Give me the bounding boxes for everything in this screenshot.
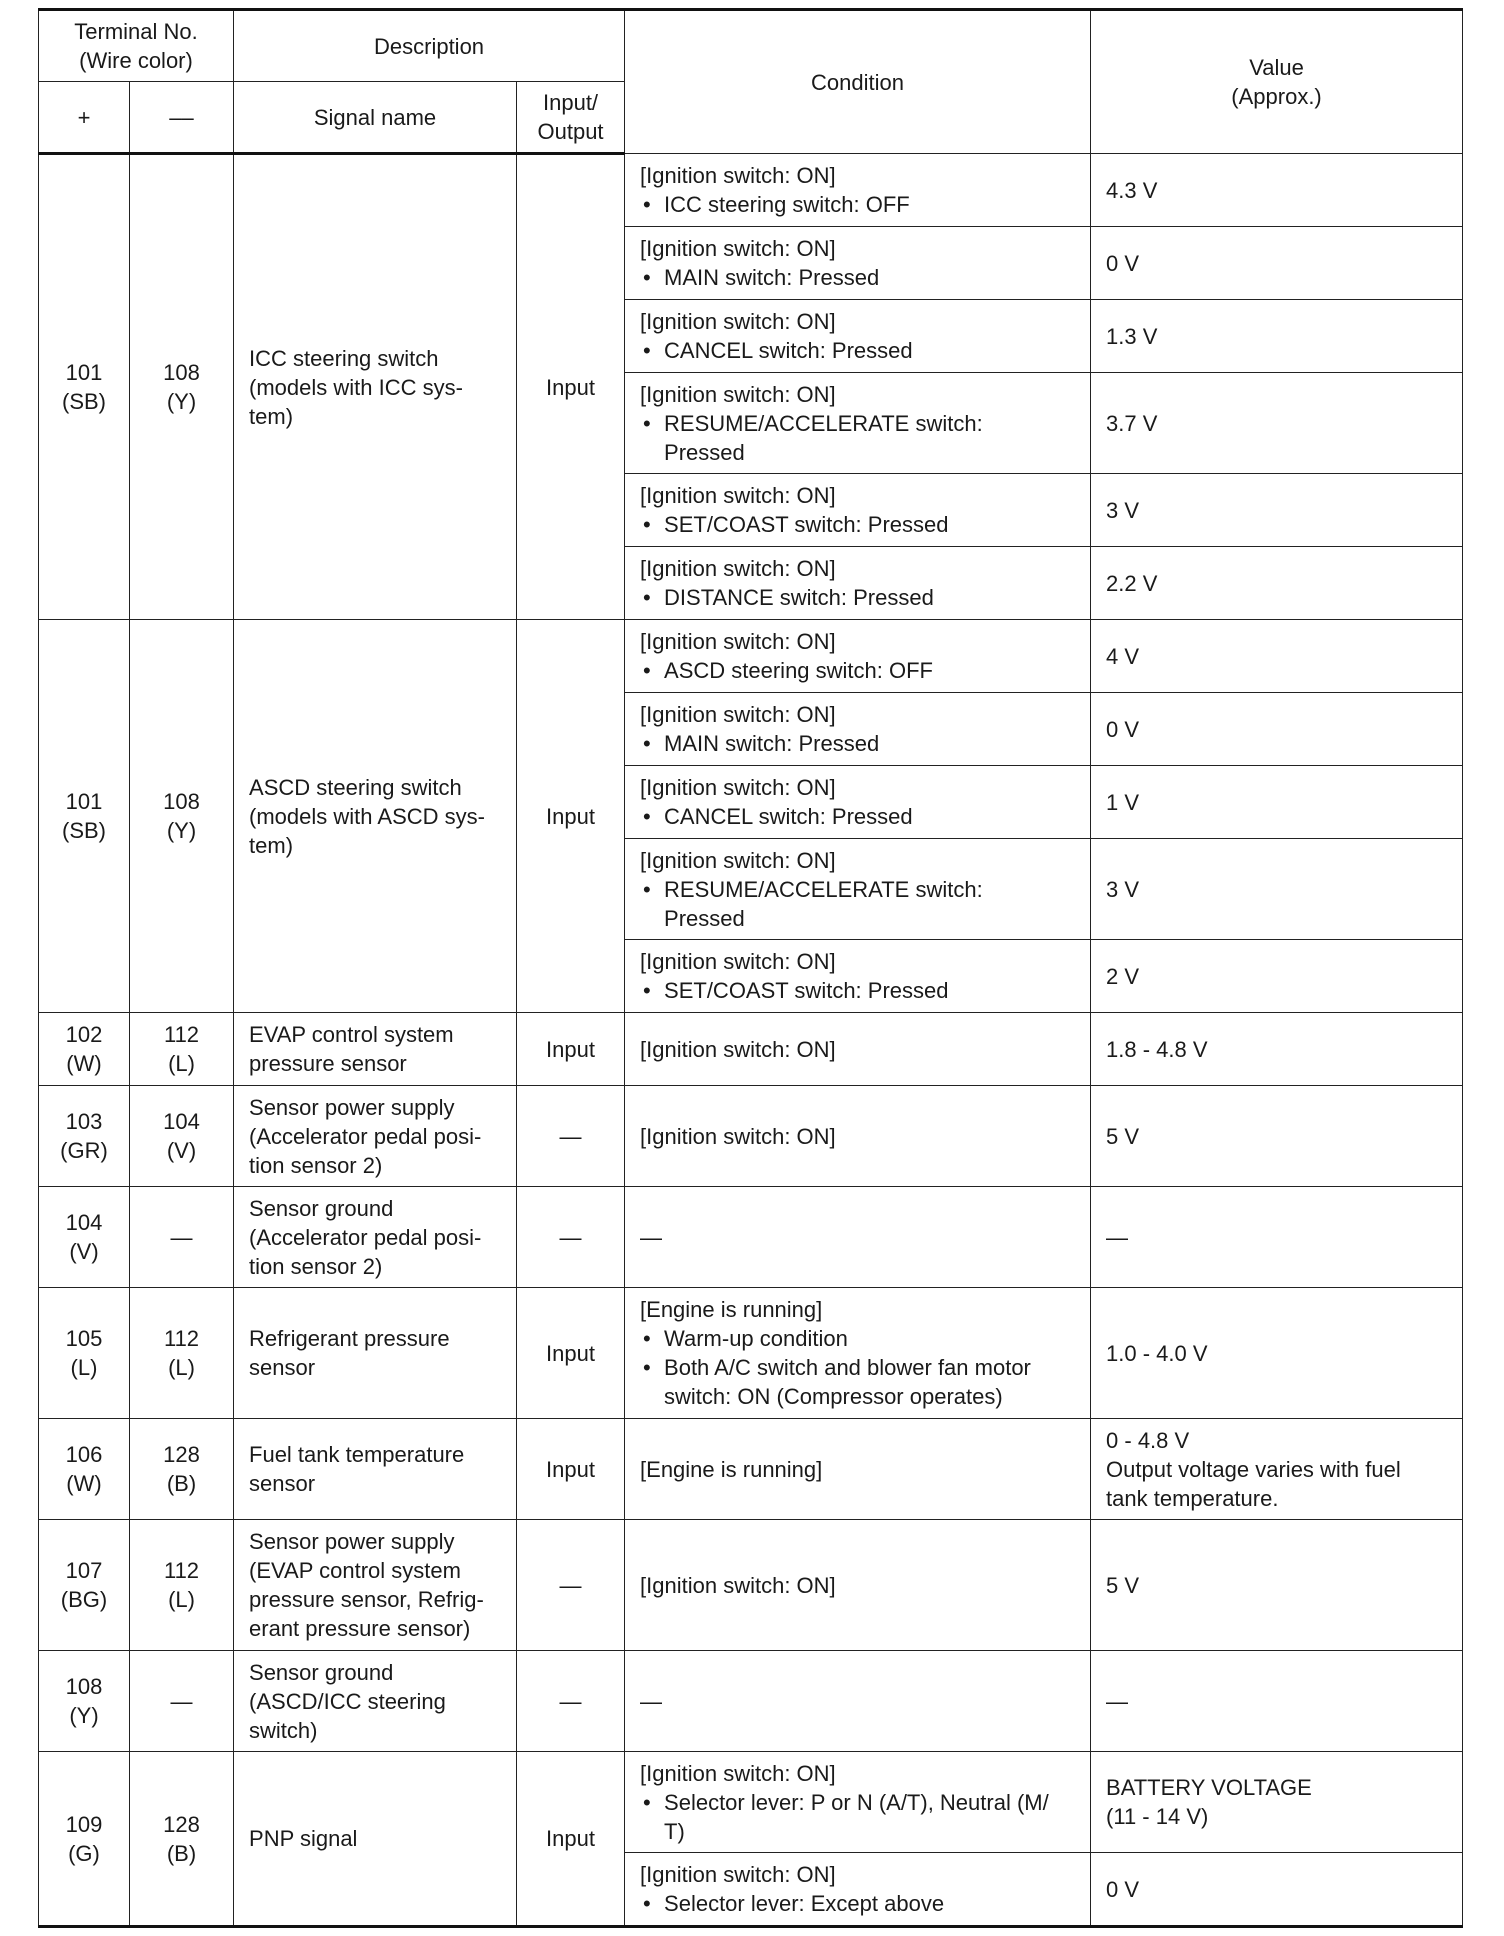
table-row <box>39 1419 1463 1520</box>
condition-cell: — <box>625 1651 1091 1752</box>
condition-bullet: • SET/COAST switch: Pressed <box>640 510 1084 539</box>
signal-line: pressure sensor, Refrig- <box>249 1587 484 1612</box>
condition-head: [Ignition switch: ON] <box>640 556 836 581</box>
plus-terminal <box>39 1651 130 1752</box>
plus-terminal <box>39 620 130 1013</box>
table-row <box>39 620 1463 693</box>
signal-line: (Accelerator pedal posi- <box>249 1123 482 1149</box>
signal-line: tem) <box>249 403 294 429</box>
signal-line: (models with ICC sys- <box>249 374 463 400</box>
condition-head: [Ignition switch: ON] <box>640 702 836 727</box>
condition-cell <box>625 940 1091 1013</box>
terminal-number: 109 <box>65 1811 103 1837</box>
condition-cell: [Ignition switch: ON] <box>625 1086 1091 1187</box>
wire-color: (B) <box>166 1840 197 1866</box>
description-header: Description <box>234 10 625 82</box>
condition-head: [Ignition switch: ON] <box>640 629 836 654</box>
minus-terminal <box>130 1752 234 1927</box>
plus-terminal <box>39 154 130 620</box>
condition-bullet: • CANCEL switch: Pressed <box>640 336 1084 365</box>
minus-terminal <box>130 1013 234 1086</box>
wire-color: (L) <box>168 1051 195 1076</box>
io-type: Input <box>517 1752 625 1927</box>
signal-name <box>234 620 517 1013</box>
condition-bullet: • SET/COAST switch: Pressed <box>640 976 1084 1005</box>
value-cell: 4.3 V <box>1091 154 1463 227</box>
io-type: — <box>517 1086 625 1187</box>
wire-color: (L) <box>168 1587 195 1612</box>
signal-name <box>234 154 517 620</box>
terminal-number: 104 <box>65 1210 103 1235</box>
signal-line: ASCD steering switch <box>249 774 462 800</box>
value-cell: 3 V <box>1091 474 1463 547</box>
minus-terminal <box>130 1086 234 1187</box>
condition-cell <box>625 300 1091 373</box>
condition-bullet: • ASCD steering switch: OFF <box>640 656 1084 685</box>
value-cell: 2.2 V <box>1091 547 1463 620</box>
io-header-line-2: Output <box>537 119 604 144</box>
io-header <box>517 82 625 154</box>
condition-cell <box>625 1853 1091 1927</box>
value-cell: 5 V <box>1091 1520 1463 1651</box>
signal-line: sensor <box>249 1471 316 1496</box>
wire-color: (L) <box>70 1355 98 1380</box>
condition-bullet: • Warm-up condition <box>640 1324 1084 1353</box>
terminal-number: 101 <box>65 789 103 814</box>
condition-cell: — <box>625 1187 1091 1288</box>
io-type: Input <box>517 620 625 1013</box>
value-cell: 0 V <box>1091 693 1463 766</box>
signal-line: (ASCD/ICC steering <box>249 1688 446 1714</box>
terminal-number: 107 <box>65 1558 103 1583</box>
value-cell: 3.7 V <box>1091 373 1463 474</box>
condition-cell <box>625 693 1091 766</box>
signal-line: erant pressure sensor) <box>249 1616 471 1641</box>
value-line: BATTERY VOLTAGE <box>1106 1775 1312 1800</box>
io-type: — <box>517 1520 625 1651</box>
wire-color: (V) <box>166 1138 197 1163</box>
wire-color: (G) <box>68 1840 100 1866</box>
plus-terminal <box>39 1288 130 1419</box>
value-cell: 0 V <box>1091 1853 1463 1927</box>
table-row <box>39 1187 1463 1288</box>
value-cell: 0 V <box>1091 227 1463 300</box>
value-header <box>1091 10 1463 154</box>
table-row <box>39 1651 1463 1752</box>
value-cell <box>1091 1752 1463 1853</box>
condition-cell <box>625 620 1091 693</box>
io-type: — <box>517 1187 625 1288</box>
value-cell: 2 V <box>1091 940 1463 1013</box>
condition-bullet <box>640 409 1084 467</box>
plus-terminal <box>39 1187 130 1288</box>
condition-cell <box>625 227 1091 300</box>
value-header-label: Value <box>1249 55 1304 80</box>
signal-line: pressure sensor <box>249 1051 407 1076</box>
signal-line: tem) <box>249 832 294 858</box>
terminal-number: 128 <box>163 1442 200 1467</box>
condition-head: [Ignition switch: ON] <box>640 847 836 873</box>
terminal-number: 108 <box>65 1674 103 1699</box>
value-cell: 3 V <box>1091 839 1463 940</box>
terminal-number: 103 <box>65 1109 103 1134</box>
signal-line: tion sensor 2) <box>249 1253 383 1279</box>
plus-terminal <box>39 1752 130 1927</box>
signal-line: EVAP control system <box>249 1022 454 1047</box>
wire-color: (W) <box>66 1051 102 1076</box>
condition-bullet: • MAIN switch: Pressed <box>640 263 1084 292</box>
value-cell: 1.8 - 4.8 V <box>1091 1013 1463 1086</box>
signal-name <box>234 1288 517 1419</box>
table-row <box>39 1013 1463 1086</box>
minus-terminal <box>130 154 234 620</box>
condition-head: [Ignition switch: ON] <box>640 163 836 188</box>
signal-line: (models with ASCD sys- <box>249 803 485 829</box>
value-line: Output voltage varies with fuel <box>1106 1456 1401 1482</box>
condition-bullet: • CANCEL switch: Pressed <box>640 802 1084 831</box>
signal-line: (Accelerator pedal posi- <box>249 1224 482 1250</box>
wire-color: (B) <box>166 1471 197 1496</box>
value-line: tank temperature. <box>1106 1485 1279 1511</box>
condition-cell: [Ignition switch: ON] <box>625 1520 1091 1651</box>
condition-head: [Ignition switch: ON] <box>640 775 836 800</box>
table-row <box>39 1288 1463 1419</box>
condition-cell <box>625 766 1091 839</box>
condition-head: [Ignition switch: ON] <box>640 483 836 508</box>
condition-head: [Ignition switch: ON] <box>640 1760 836 1786</box>
signal-line: tion sensor 2) <box>249 1152 383 1178</box>
terminal-number: 128 <box>163 1811 200 1837</box>
condition-bullet <box>640 1788 1084 1846</box>
signal-line: sensor <box>249 1355 316 1380</box>
terminal-number: 108 <box>163 789 200 814</box>
signal-line: switch) <box>249 1717 318 1743</box>
signal-line: ICC steering switch <box>249 345 439 371</box>
signal-line: Sensor power supply <box>249 1529 455 1554</box>
bullet-line: • Both A/C switch and blower fan motor <box>664 1355 1031 1380</box>
bullet-line: Pressed <box>664 439 745 465</box>
value-cell: — <box>1091 1187 1463 1288</box>
wire-color: (SB) <box>62 818 106 843</box>
plus-terminal <box>39 1520 130 1651</box>
signal-name <box>234 1520 517 1651</box>
wire-color-header-label: (Wire color) <box>79 48 193 73</box>
signal-line: Sensor ground <box>249 1195 394 1221</box>
terminal-number: 104 <box>163 1109 200 1134</box>
value-cell: 1 V <box>1091 766 1463 839</box>
signal-name <box>234 1086 517 1187</box>
value-cell <box>1091 1419 1463 1520</box>
approx-header-label: (Approx.) <box>1231 84 1322 109</box>
io-type: Input <box>517 1013 625 1086</box>
condition-head: [Ignition switch: ON] <box>640 309 836 334</box>
condition-head: [Ignition switch: ON] <box>640 1862 836 1887</box>
bullet-line: Pressed <box>664 905 745 931</box>
condition-head: [Ignition switch: ON] <box>640 949 836 974</box>
io-type: Input <box>517 1288 625 1419</box>
terminal-number: 105 <box>65 1326 103 1351</box>
terminal-number: 102 <box>65 1022 103 1047</box>
terminal-number: 112 <box>163 1022 200 1047</box>
table-row <box>39 1752 1463 1853</box>
bullet-line: T) <box>664 1818 685 1844</box>
io-type: Input <box>517 1419 625 1520</box>
bullet-line: • Selector lever: P or N (A/T), Neutral (M/ <box>664 1789 1049 1815</box>
condition-head: [Ignition switch: ON] <box>640 236 836 261</box>
table-row <box>39 1520 1463 1651</box>
wire-color: (V) <box>69 1239 99 1264</box>
condition-bullet <box>640 875 1084 933</box>
condition-bullet: • Selector lever: Except above <box>640 1889 1084 1918</box>
condition-cell <box>625 1288 1091 1419</box>
wire-color: (W) <box>66 1471 102 1496</box>
condition-cell <box>625 154 1091 227</box>
value-line: (11 - 14 V) <box>1106 1804 1209 1829</box>
io-type: Input <box>517 154 625 620</box>
signal-line: Fuel tank temperature <box>249 1442 465 1467</box>
bullet-line: • RESUME/ACCELERATE switch: <box>664 410 983 436</box>
value-cell: 4 V <box>1091 620 1463 693</box>
terminal-number: 112 <box>163 1326 200 1351</box>
condition-head: [Ignition switch: ON] <box>640 381 836 407</box>
signal-line: Refrigerant pressure <box>249 1326 450 1351</box>
condition-cell <box>625 547 1091 620</box>
plus-terminal <box>39 1013 130 1086</box>
table-row <box>39 154 1463 227</box>
bullet-line: • RESUME/ACCELERATE switch: <box>664 876 983 902</box>
signal-name: PNP signal <box>234 1752 517 1927</box>
table-row <box>39 1086 1463 1187</box>
signal-name <box>234 1651 517 1752</box>
terminal-header <box>39 10 234 82</box>
terminal-number: 108 <box>163 360 200 385</box>
value-cell: 1.0 - 4.0 V <box>1091 1288 1463 1419</box>
condition-bullet <box>640 1353 1084 1411</box>
wire-color: (Y) <box>166 818 197 843</box>
wire-color: (Y) <box>69 1703 99 1728</box>
minus-terminal <box>130 1520 234 1651</box>
minus-terminal <box>130 1288 234 1419</box>
condition-head: [Engine is running] <box>640 1297 823 1322</box>
wire-color: (Y) <box>166 389 197 414</box>
signal-name-header: Signal name <box>234 82 517 154</box>
terminal-header-label: Terminal No. <box>74 19 198 44</box>
signal-name <box>234 1419 517 1520</box>
terminal-number: 101 <box>65 360 103 385</box>
condition-bullet: • DISTANCE switch: Pressed <box>640 583 1084 612</box>
wire-color: (GR) <box>60 1138 108 1163</box>
condition-cell <box>625 1752 1091 1853</box>
minus-terminal: — <box>130 1187 234 1288</box>
wire-color: (SB) <box>62 389 106 414</box>
bullet-line: switch: ON (Compressor operates) <box>664 1384 1003 1409</box>
minus-terminal <box>130 1419 234 1520</box>
condition-cell: [Engine is running] <box>625 1419 1091 1520</box>
terminal-number: 106 <box>65 1442 103 1467</box>
condition-cell <box>625 373 1091 474</box>
signal-line: (EVAP control system <box>249 1558 461 1583</box>
signal-name <box>234 1013 517 1086</box>
condition-header: Condition <box>625 10 1091 154</box>
signal-line: Sensor ground <box>249 1659 394 1685</box>
minus-terminal: — <box>130 1651 234 1752</box>
plus-terminal <box>39 1086 130 1187</box>
plus-header: + <box>39 82 130 154</box>
wire-color: (BG) <box>60 1587 108 1612</box>
terminal-number: 112 <box>163 1558 200 1583</box>
value-line: 0 - 4.8 V <box>1106 1427 1190 1453</box>
wire-color: (L) <box>168 1355 195 1380</box>
minus-terminal <box>130 620 234 1013</box>
value-cell: — <box>1091 1651 1463 1752</box>
condition-bullet: • ICC steering switch: OFF <box>640 190 1084 219</box>
value-cell: 1.3 V <box>1091 300 1463 373</box>
header-row-1 <box>39 10 1463 82</box>
value-cell: 5 V <box>1091 1086 1463 1187</box>
condition-cell: [Ignition switch: ON] <box>625 1013 1091 1086</box>
minus-header: –– <box>130 82 234 154</box>
condition-bullet: • MAIN switch: Pressed <box>640 729 1084 758</box>
terminal-table <box>38 8 1463 1928</box>
io-header-line-1: Input/ <box>543 90 599 115</box>
signal-name <box>234 1187 517 1288</box>
signal-line: Sensor power supply <box>249 1094 455 1120</box>
plus-terminal <box>39 1419 130 1520</box>
condition-cell <box>625 839 1091 940</box>
io-type: — <box>517 1651 625 1752</box>
condition-cell <box>625 474 1091 547</box>
